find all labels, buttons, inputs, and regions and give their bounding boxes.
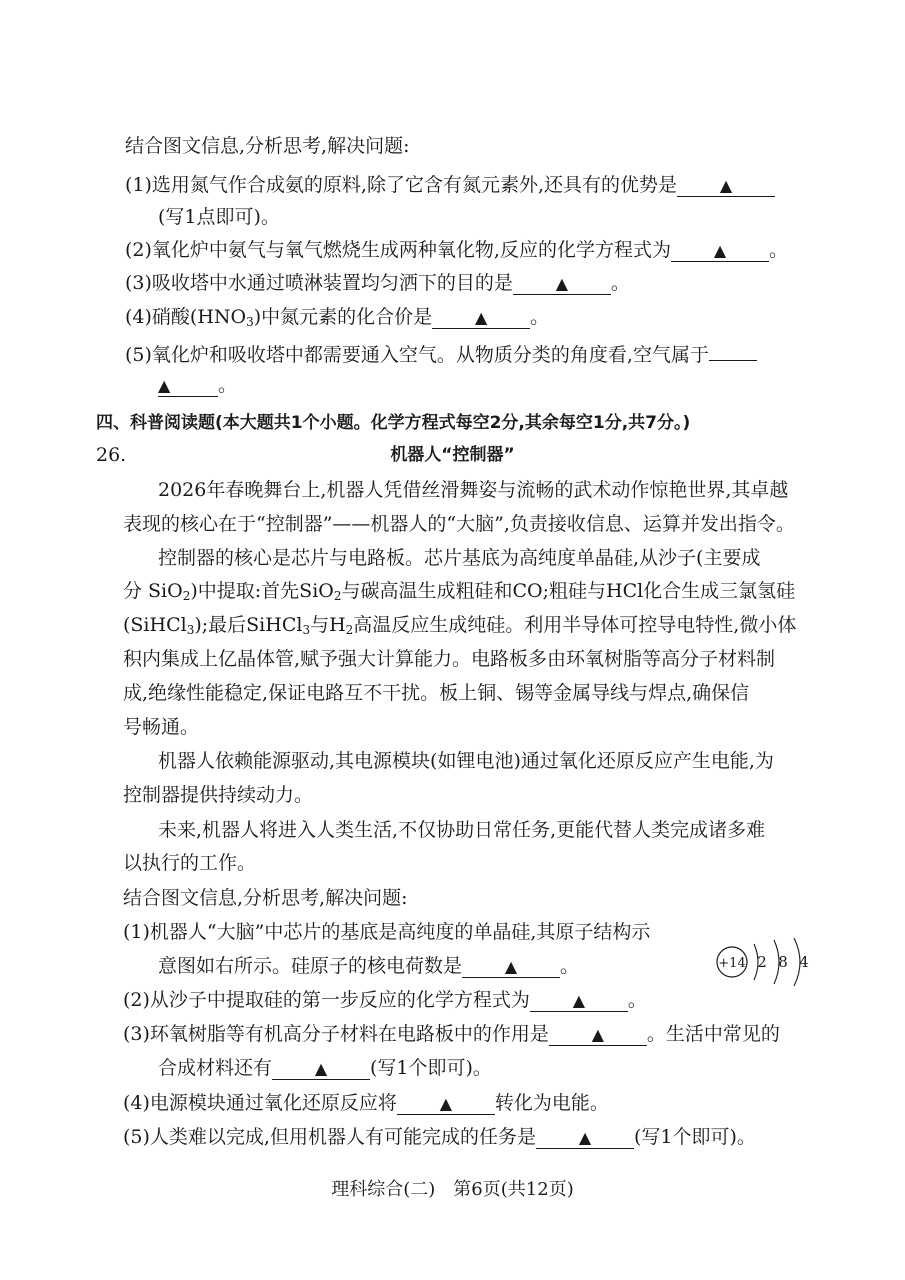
- q26-question-2: (2)从沙子中提取硅的第一步反应的化学方程式为 ▲ 。: [123, 989, 647, 1011]
- answer-blank[interactable]: ▲: [397, 1092, 495, 1115]
- question-4: (4)硝酸$(HNO_3)$中氮元素的化合价是 ▲ 。: [125, 306, 550, 329]
- article-p4-line1: 未来,机器人将进入人类生活,不仅协助日常任务,更能代替人类完成诸多难: [158, 819, 766, 841]
- answer-blank[interactable]: ▲: [530, 989, 628, 1012]
- q26-question-4: (4)电源模块通过氧化还原反应将 ▲ 转化为电能。: [123, 1092, 609, 1114]
- answer-blank[interactable]: [709, 338, 757, 361]
- question-5: (5)氧化炉和吸收塔中都需要通入空气。从物质分类的角度看,空气属于: [125, 338, 757, 369]
- section-header: 四、科普阅读题(本大题共1个小题。化学方程式每空2分,其余每空1分,共7分。): [96, 413, 691, 433]
- answer-blank[interactable]: ▲: [536, 1126, 634, 1149]
- article-p2-line1: 控制器的核心是芯片与电路板。芯片基底为高纯度单晶硅,从沙子(主要成: [158, 547, 761, 569]
- answer-blank[interactable]: ▲: [549, 1023, 647, 1046]
- shell-electrons-1: 2: [757, 953, 767, 971]
- q26-question-5: (5)人类难以完成,但用机器人有可能完成的任务是 ▲ (写1个即可)。: [123, 1126, 756, 1148]
- article-p4-line2: 以执行的工作。: [123, 852, 257, 874]
- answer-blank[interactable]: ▲: [272, 1057, 370, 1080]
- article-p1-line2: 表现的核心在于“控制器”——机器人的“大脑”,负责接收信息、运算并发出指令。: [123, 513, 795, 535]
- article-p2-line6: 号畅通。: [123, 716, 200, 738]
- question-2: (2)氧化炉中氨气与氧气燃烧生成两种氧化物,反应的化学方程式为 ▲ 。: [125, 239, 788, 261]
- answer-blank-cont[interactable]: ▲: [158, 374, 218, 397]
- article-p2-line3: (SiHCl$_3$);最后SiHCl$_3$与$H_2$高温反应生成纯硅。利用半导体可控导电特性,微小体: [123, 614, 797, 637]
- intro-text-2: 结合图文信息,分析思考,解决问题:: [123, 887, 408, 909]
- answer-blank[interactable]: ▲: [513, 272, 611, 295]
- q26-question-3-cont: 合成材料还有 ▲ (写1个即可)。: [158, 1057, 492, 1079]
- silicon-atom-diagram: [710, 936, 820, 992]
- question-5-cont: ▲ 。: [158, 374, 238, 396]
- article-p2-line2: 分 SiO$_2$)中提取:首先SiO$_2$与碳高温生成粗硅和CO;粗硅与HCl化合生成三氯氢硅: [123, 580, 796, 603]
- answer-blank[interactable]: ▲: [671, 239, 769, 262]
- article-title: 机器人“控制器”: [390, 445, 515, 465]
- answer-blank[interactable]: ▲: [677, 174, 775, 197]
- question-1: (1)选用氮气作合成氨的原料,除了它含有氮元素外,还具有的优势是 ▲: [125, 171, 775, 199]
- shell-electrons-3: 4: [799, 953, 809, 971]
- question-number: 26.: [96, 444, 127, 466]
- page-footer: 理科综合(二) 第6页(共12页): [331, 1179, 574, 1200]
- article-p3-line1: 机器人依赖能源驱动,其电源模块(如锂电池)通过氧化还原反应产生电能,为: [158, 750, 774, 772]
- answer-blank[interactable]: ▲: [432, 306, 530, 329]
- q26-question-3: (3)环氧树脂等有机高分子材料在电路板中的作用是 ▲ 。生活中常见的: [123, 1023, 780, 1045]
- shell-electrons-2: 8: [778, 953, 788, 971]
- q26-question-1: (1)机器人“大脑”中芯片的基底是高纯度的单晶硅,其原子结构示: [123, 921, 651, 943]
- question-1-cont: (写1点即可)。: [158, 206, 280, 228]
- question-3: (3)吸收塔中水通过喷淋装置均匀洒下的目的是 ▲ 。: [125, 272, 630, 294]
- answer-blank[interactable]: ▲: [462, 955, 560, 978]
- intro-text-1: 结合图文信息,分析思考,解决问题:: [125, 135, 410, 157]
- article-p2-line4: 积内集成上亿晶体管,赋予强大计算能力。电路板多由环氧树脂等高分子材料制: [123, 648, 776, 670]
- article-p2-line5: 成,绝缘性能稳定,保证电路互不干扰。板上铜、锡等金属导线与焊点,确保信: [123, 682, 750, 704]
- article-p1-line1: 2026年春晚舞台上,机器人凭借丝滑舞姿与流畅的武术动作惊艳世界,其卓越: [158, 479, 789, 501]
- q26-question-1-cont: 意图如右所示。硅原子的核电荷数是 ▲ 。: [158, 955, 580, 977]
- nucleus-charge: +14: [718, 956, 746, 971]
- article-p3-line2: 控制器提供持续动力。: [123, 784, 314, 806]
